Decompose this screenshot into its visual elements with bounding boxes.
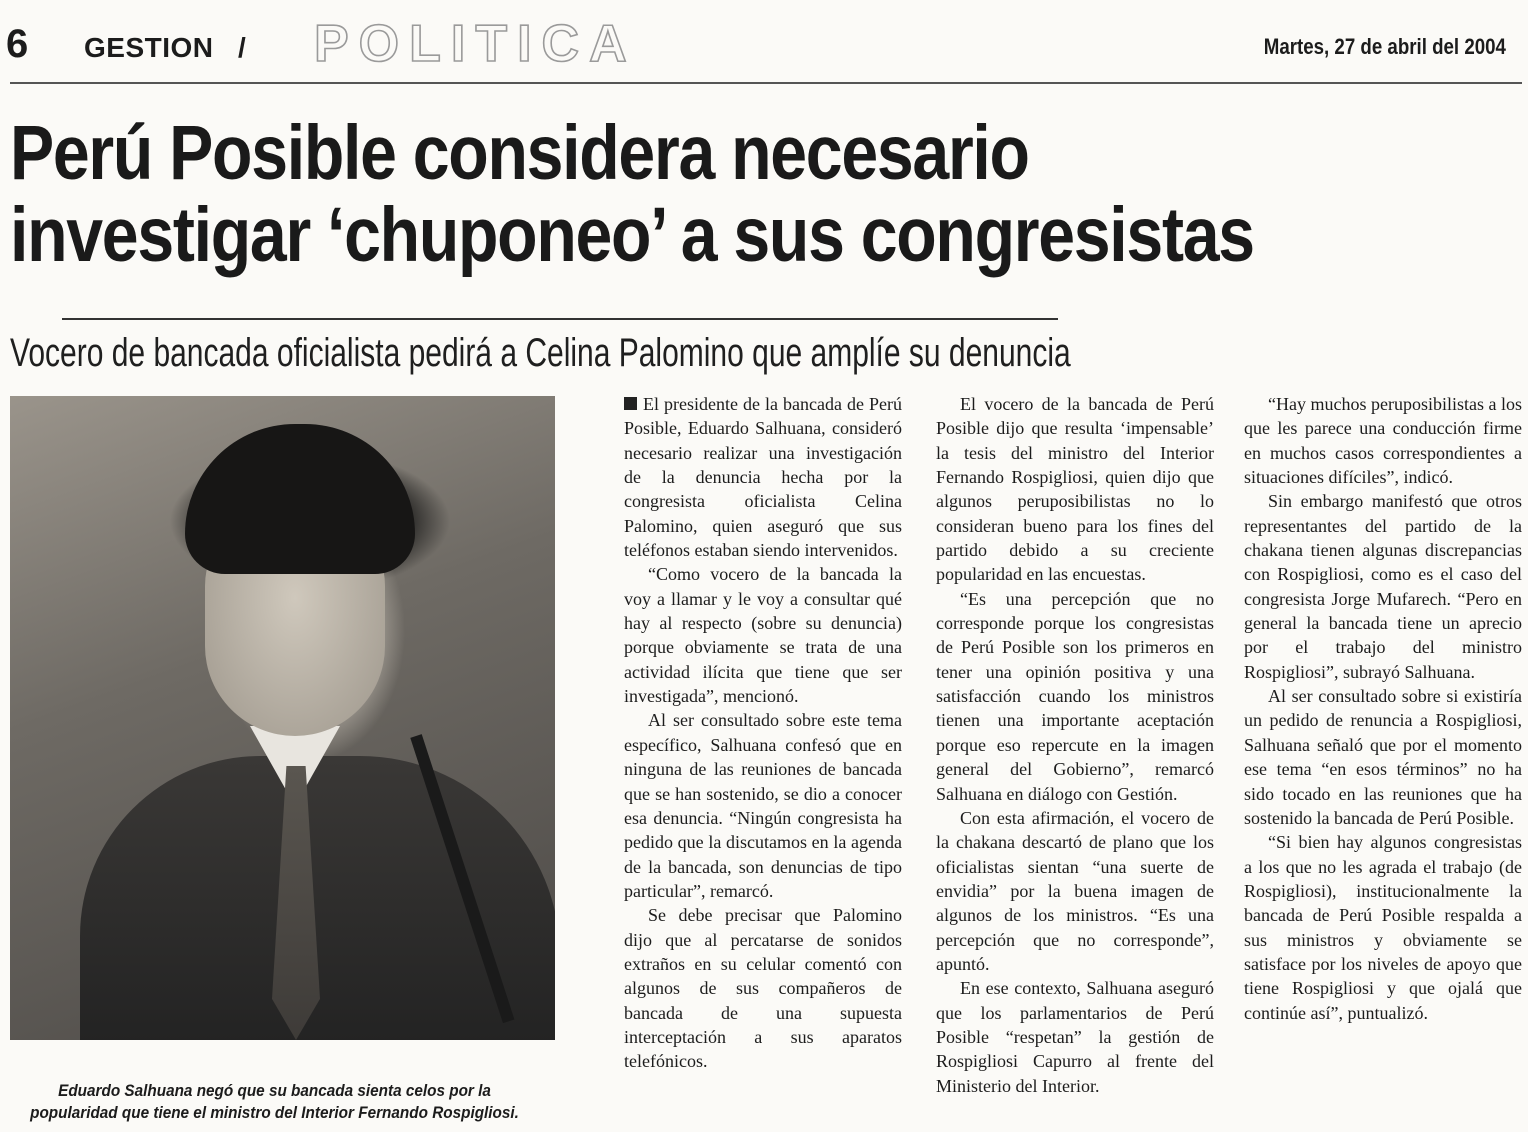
headline-line-1: Perú Posible considera necesario [10,110,1029,196]
paragraph: Al ser consultado sobre este tema específico, Salhuana confesó que en ninguna de las reuniones de bancada que se han sostenido, se dio a conocer esa denuncia. “Ningún congresista ha pedido que la discutamos en la agenda de la bancada, son denuncias de tipo particular”, remarcó. [624,710,902,901]
paragraph: “Hay muchos peruposibilistas a los que les parece una conducción firme en muchos casos correspondientes a situaciones difíciles”, indicó. [1244,394,1522,488]
publication-name: GESTION [84,32,214,63]
paragraph [624,392,902,562]
paragraph: “Es una percepción que no corresponde porque los congresistas de Perú Posible son los primeros en tener una opinión positiva y una satisfacción cuando los ministros tienen una importante aceptación porque eso repercute en la imagen general del Gobierno”, remarcó Salhuana en diálogo con Gestión. [936,588,1214,804]
paragraph: “Si bien hay algunos congresistas a los que no les agrada el trabajo (de Rospigliosi), institucionalmente la bancada de Perú Posible respalda a sus ministros y obviamente se satisface por los niveles de apoyo que tiene Rospigliosi y que ojalá que continúe así”, puntualizó. [1244,832,1522,1023]
page-number: 6 [6,22,29,66]
paragraph: Con esta afirmación, el vocero de la chakana descartó de plano que los oficialistas sientan “una suerte de envidia” por la buena imagen de algunos de los ministros. “Es una percepción que no corresponde”, apuntó. [936,807,1214,974]
header-rule [10,82,1522,84]
paragraph-text: El presidente de la bancada de Perú Posible, Eduardo Salhuana, consideró necesario realizar una investigación de la denuncia hecha por la congresista oficialista Celina Palomino, quien aseguró que sus teléfonos estaban siendo intervenidos. [624,394,902,561]
photo-hair [185,424,415,574]
headline-line-2: investigar ‘chuponeo’ a sus congresistas [10,192,1254,278]
square-bullet-icon [624,397,637,410]
header-separator: / [238,32,246,63]
paragraph: En ese contexto, Salhuana aseguró que los parlamentarios de Perú Posible “respetan” la gestión de Rospigliosi Capurro al frente del Ministerio del Interior. [936,978,1214,1096]
article-photo [10,396,555,1040]
article-column-1 [624,392,902,1074]
article-deck: Vocero de bancada oficialista pedirá a Celina Palomino que amplíe su denuncia [10,331,1071,375]
section-title: POLITICA [314,15,637,73]
photo-caption: Eduardo Salhuana negó que su bancada sienta celos por la popularidad que tiene el ministro del Interior Fernando Rospigliosi. [30,1081,519,1122]
article-headline [10,112,1300,276]
edition-date: Martes, 27 de abril del 2004 [1263,34,1506,59]
paragraph: “Como vocero de la bancada la voy a llamar y le voy a consultar qué hay al respecto (sobre su denuncia) porque obviamente se trata de una actividad ilícita que tiene que ser investigada”, mencionó. [624,564,902,707]
article-column-2 [936,392,1214,1098]
paragraph: El vocero de la bancada de Perú Posible dijo que resulta ‘impensable’ la tesis del ministro del Interior Fernando Rospigliosi, quien dijo que algunos peruposibilistas no lo consideran bueno para los fines del partido debido a su creciente popularidad en las encuestas. [936,394,1214,585]
paragraph: Se debe precisar que Palomino dijo que al percatarse de sonidos extraños en su celular comentó con algunos de sus compañeros de bancada de una supuesta interceptación a sus aparatos telefónicos. [624,905,902,1072]
paragraph: Al ser consultado sobre si existiría un pedido de renuncia a Rospigliosi, Salhuana señaló que por el momento ese tema “en esos términos” no ha sido tocado en las reuniones que ha sostenido la bancada de Perú Posible. [1244,686,1522,828]
deck-rule [62,318,1058,320]
paragraph: Sin embargo manifestó que otros representantes del partido de la chakana tienen algunas discrepancias con Rospigliosi, como es el caso del congresista Jorge Mufarech. “Pero en general la bancada tiene un aprecio por el trabajo del ministro Rospigliosi”, subrayó Salhuana. [1244,491,1522,682]
article-column-3 [1244,392,1522,1025]
